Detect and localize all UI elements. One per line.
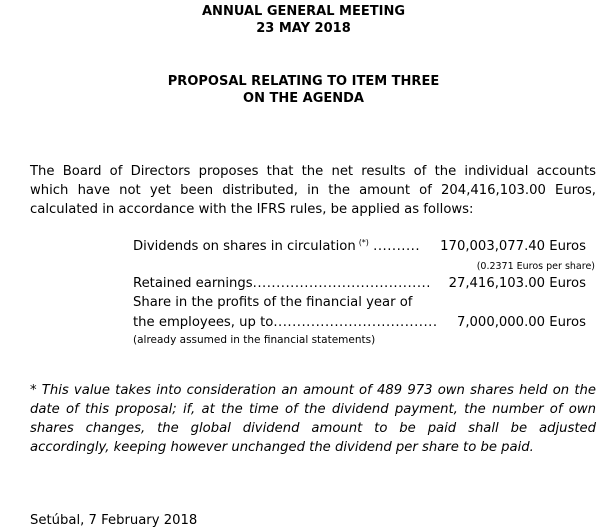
intro-line: The Board of Directors proposes that the net results of the individual accounts <box>30 164 596 179</box>
meeting-title: ANNUAL GENERAL MEETING <box>202 4 405 19</box>
footnote-line: shares changes, the global dividend amount to be paid shall be adjusted <box>30 421 596 436</box>
footnote-line: accordingly, keeping however unchanged the dividend per share to be paid. <box>30 440 534 455</box>
retained-earnings-row <box>133 274 586 293</box>
employee-share-label-line2: the employees, up to <box>133 315 274 330</box>
footnote-line: date of this proposal; if, at the time of the dividend payment, the number of own <box>30 402 596 417</box>
footnote-line: * This value takes into consideration an amount of 489 973 own shares held on the <box>30 383 596 398</box>
dividends-label: Dividends on shares in circulation (*) <box>133 237 369 254</box>
leader-dots: .......... <box>373 239 421 254</box>
place-and-date: Setúbal, 7 February 2018 <box>30 513 198 528</box>
employee-share-row <box>133 313 586 332</box>
dividends-row <box>133 237 586 256</box>
leader-dots: ...................................... <box>252 276 431 291</box>
intro-line: which have not yet been distributed, in the amount of 204,416,103.00 Euros, <box>30 183 596 198</box>
proposal-heading-line1: PROPOSAL RELATING TO ITEM THREE <box>167 74 440 89</box>
leader-dots: ................................... <box>273 315 438 330</box>
intro-paragraph <box>30 162 596 219</box>
footnote-paragraph <box>30 381 596 457</box>
dividends-value: 170,003,077.40 Euros <box>440 239 586 254</box>
per-share-note: (0.2371 Euros per share) <box>476 261 595 272</box>
footnote-marker: (*) <box>358 237 369 247</box>
employee-share-label-row <box>133 293 586 312</box>
retained-earnings-value: 27,416,103.00 Euros <box>448 276 586 291</box>
employee-share-value: 7,000,000.00 Euros <box>456 315 586 330</box>
intro-line: calculated in accordance with the IFRS rules, be applied as follows: <box>30 202 474 217</box>
employee-share-note: (already assumed in the financial statements) <box>133 334 376 346</box>
employee-share-label-line1: Share in the profits of the financial year of <box>133 295 413 310</box>
proposal-heading-line2: ON THE AGENDA <box>243 91 364 106</box>
retained-earnings-label: Retained earnings <box>133 276 253 291</box>
meeting-date: 23 MAY 2018 <box>256 21 351 36</box>
